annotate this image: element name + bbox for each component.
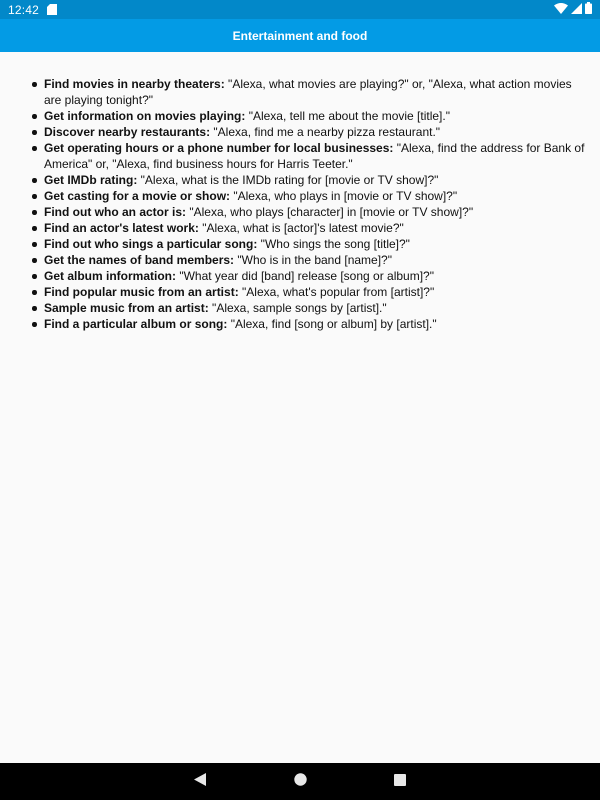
- tip-heading: Get casting for a movie or show:: [44, 189, 231, 203]
- tip-text: "Alexa, what movies are playing?" or, "Alexa, what action movies are playing tonight?": [44, 77, 572, 107]
- list-item: [26, 172, 586, 188]
- tip-text: "Alexa, what's popular from [artist]?": [238, 285, 435, 299]
- app-bar: [0, 19, 600, 52]
- tip-text: "Alexa, who plays [character] in [movie or TV show]?": [186, 205, 474, 219]
- status-icons: [554, 3, 592, 16]
- recents-button[interactable]: [370, 763, 430, 800]
- tip-heading: Sample music from an artist:: [44, 301, 209, 315]
- sd-card-icon: [47, 4, 57, 15]
- list-item: [26, 188, 586, 204]
- tip-heading: Find out who sings a particular song:: [44, 237, 258, 251]
- tip-heading: Get album information:: [44, 269, 176, 283]
- tip-text: "Alexa, find me a nearby pizza restaurant.": [210, 125, 441, 139]
- tip-text: "Alexa, find the address for Bank of America" or, "Alexa, find business hours for Harris Teeter.": [44, 141, 585, 171]
- list-item: [26, 204, 586, 220]
- tip-heading: Get operating hours or a phone number for local businesses:: [44, 141, 394, 155]
- content-area: [26, 76, 586, 332]
- tip-heading: Discover nearby restaurants:: [44, 125, 211, 139]
- list-item: [26, 316, 586, 332]
- tip-heading: Get information on movies playing:: [44, 109, 246, 123]
- list-item: [26, 300, 586, 316]
- list-item: [26, 140, 586, 172]
- tip-text: "Who is in the band [name]?": [234, 253, 392, 267]
- tip-text: "Alexa, who plays in [movie or TV show]?": [230, 189, 458, 203]
- tip-heading: Find a particular album or song:: [44, 317, 228, 331]
- status-time: 12:42: [8, 2, 40, 17]
- page-title: Entertainment and food: [232, 28, 368, 43]
- tip-text: "Alexa, tell me about the movie [title].": [245, 109, 450, 123]
- tip-heading: Find movies in nearby theaters:: [44, 77, 225, 91]
- navigation-bar: [0, 763, 600, 800]
- tip-text: "Alexa, sample songs by [artist].": [208, 301, 387, 315]
- list-item: [26, 252, 586, 268]
- list-item: [26, 236, 586, 252]
- back-button[interactable]: [170, 763, 230, 800]
- recents-icon: [394, 773, 406, 791]
- tip-heading: Find an actor's latest work:: [44, 221, 199, 235]
- tips-list: [26, 76, 586, 332]
- tip-text: "Who sings the song [title]?": [257, 237, 410, 251]
- tip-text: "Alexa, what is [actor]'s latest movie?": [198, 221, 404, 235]
- tip-text: "What year did [band] release [song or album]?": [176, 269, 434, 283]
- tip-heading: Get the names of band members:: [44, 253, 235, 267]
- wifi-icon: [554, 3, 568, 17]
- list-item: [26, 124, 586, 140]
- list-item: [26, 76, 586, 108]
- tip-text: "Alexa, what is the IMDb rating for [movie or TV show]?": [137, 173, 439, 187]
- home-button[interactable]: [270, 763, 330, 800]
- tip-text: "Alexa, find [song or album] by [artist].": [227, 317, 437, 331]
- status-bar: [0, 0, 600, 19]
- list-item: [26, 284, 586, 300]
- list-item: [26, 268, 586, 284]
- home-icon: [294, 773, 307, 791]
- tip-heading: Get IMDb rating:: [44, 173, 138, 187]
- tip-heading: Find out who an actor is:: [44, 205, 186, 219]
- list-item: [26, 220, 586, 236]
- list-item: [26, 108, 586, 124]
- back-icon: [194, 773, 206, 791]
- battery-icon: [585, 2, 592, 17]
- cell-signal-icon: [571, 3, 582, 17]
- tip-heading: Find popular music from an artist:: [44, 285, 239, 299]
